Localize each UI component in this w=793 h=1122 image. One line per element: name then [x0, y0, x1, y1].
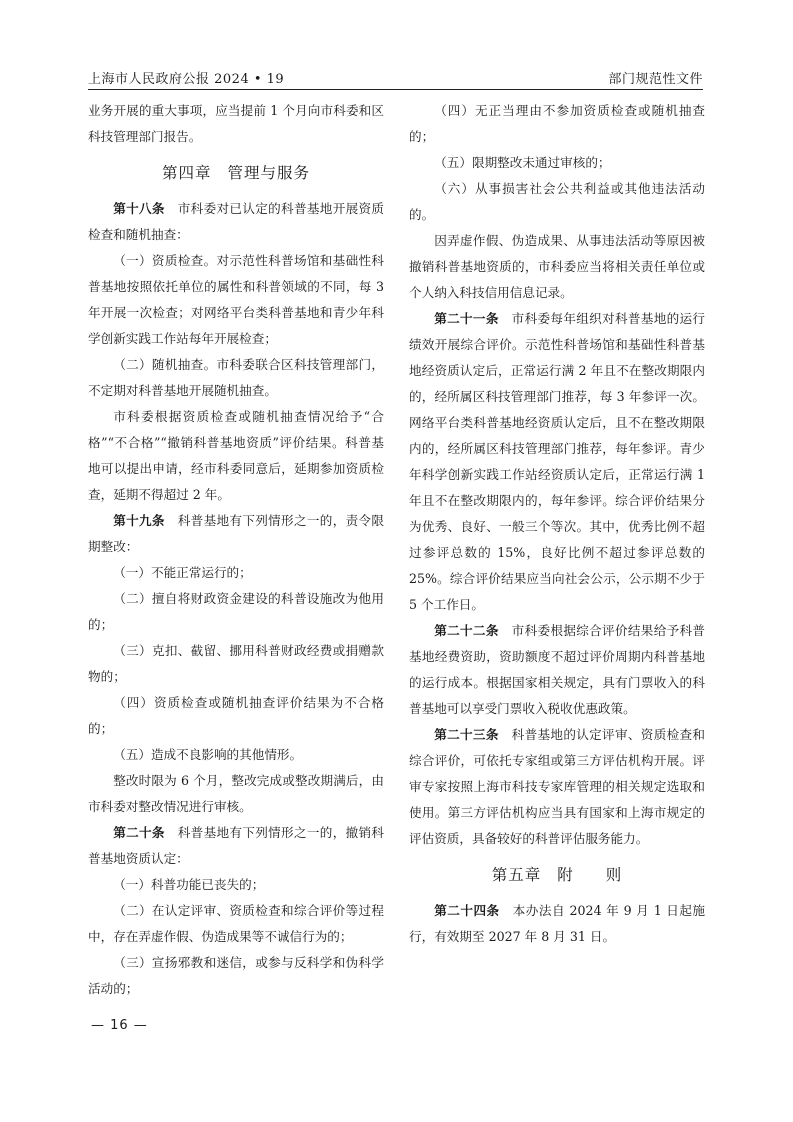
article-text: 本办法自 2024 年 9 月 1 日起施行，有效期至 2027 年 8 月 31 日。 — [409, 903, 705, 944]
paragraph: 业务开展的重大事项，应当提前 1 个月向市科委和区科技管理部门报告。 — [88, 103, 384, 144]
header-publication: 上海市人民政府公报 2024 • 19 — [88, 72, 285, 87]
chapter-heading — [88, 160, 384, 186]
header-section: 部门规范性文件 — [608, 72, 703, 87]
list-item: （一）资质检查。对示范性科普场馆和基础性科普基地按照依托单位的属性和科普领域的不同，每 3 年开展一次检查；对网络平台类科普基地和青少年科学创新实践工作站每年开展检查； — [88, 253, 384, 346]
list-item: （四）资质检查或随机抽查评价结果为不合格的； — [88, 695, 384, 736]
article-text: 市科委每年组织对科普基地的运行绩效开展综合评价。示范性科普场馆和基础性科普基地经资质认定后，正常运行满 2 年且不在整改期限内的，经所属区科技管理部门推荐，每 3 年参评一次。网络平台类科普基地经资质认定后，且不在整改期限内的，经所属区科技管理部门推荐，每年参评。青少年科学创新实践工作站经资质认定后，正常运行满 1 年且不在整改期限内的，每年参评。综合评价结果分为优秀、良好、一般三个等次。其中，优秀比例不超过参评总数的 15%，良好比例不超过参评总数的 25%。综合评价结果应当向社会公示，公示期不少于 5 个工作日。 — [409, 311, 706, 612]
article-23 — [409, 722, 705, 852]
list-item: （三）宣扬邪教和迷信，或参与反科学和伪科学活动的； — [88, 955, 384, 996]
chapter-number: 第五章 — [491, 866, 542, 884]
list-item: （六）从事损害社会公共利益或其他违法活动的。 — [409, 181, 705, 222]
list-item: （五）造成不良影响的其他情形。 — [113, 747, 303, 762]
list-item: （二）在认定评审、资质检查和综合评价等过程中，存在弄虚作假、伪造成果等不诚信行为的； — [88, 903, 384, 944]
article-22 — [409, 618, 705, 722]
paragraph: 整改时限为 6 个月，整改完成或整改期满后，由市科委对整改情况进行审核。 — [88, 773, 384, 814]
article-19 — [88, 508, 384, 560]
list-item: （五）限期整改未通过审核的； — [434, 155, 611, 170]
article-label: 第二十三条 — [434, 727, 499, 742]
chapter-number: 第四章 — [161, 164, 212, 182]
chapter-heading — [409, 862, 705, 888]
chapter-title-part: 附 — [557, 866, 574, 884]
header-rule — [88, 89, 703, 90]
article-label: 第十九条 — [113, 513, 165, 528]
article-18 — [88, 196, 384, 248]
chapter-title-part: 则 — [605, 866, 623, 884]
list-item: （一）不能正常运行的； — [113, 565, 252, 580]
list-item: （三）克扣、截留、挪用科普财政经费或捐赠款物的； — [88, 643, 384, 684]
article-20 — [88, 820, 384, 872]
article-label: 第二十条 — [113, 825, 165, 840]
article-text: 市科委根据综合评价结果给予科普基地经费资助，资助额度不超过评价周期内科普基地的运行成本。根据国家相关规定，具有门票收入的科普基地可以享受门票收入税收优惠政策。 — [409, 623, 706, 716]
article-text: 科普基地有下列情形之一的，撤销科普基地资质认定： — [88, 825, 385, 866]
list-item: （二）擅自将财政资金建设的科普设施改为他用的； — [88, 591, 384, 632]
article-label: 第二十一条 — [434, 311, 499, 326]
article-label: 第二十四条 — [434, 903, 500, 918]
page-number: — 16 — — [91, 1018, 148, 1033]
chapter-title: 管理与服务 — [227, 164, 311, 182]
left-column — [88, 98, 384, 1002]
article-label: 第二十二条 — [434, 623, 499, 638]
paragraph: 因弄虚作假、伪造成果、从事违法活动等原因被撤销科普基地资质的，市科委应当将相关责任单位或个人纳入科技信用信息记录。 — [409, 233, 705, 300]
article-text: 市科委对已认定的科普基地开展资质检查和随机抽查： — [88, 201, 385, 242]
list-item: （二）随机抽查。市科委联合区科技管理部门，不定期对科普基地开展随机抽查。 — [88, 357, 384, 398]
paragraph: 市科委根据资质检查或随机抽查情况给予“合格”“不合格”“撤销科普基地资质”评价结果。科普基地可以提出申请，经市科委同意后，延期参加资质检查，延期不得超过 2 年。 — [88, 409, 384, 502]
article-label: 第十八条 — [113, 201, 165, 216]
list-item: （四）无正当理由不参加资质检查或随机抽查的； — [409, 103, 705, 144]
article-text: 科普基地的认定评审、资质检查和综合评价，可依托专家组或第三方评估机构开展。评审专家按照上海市科技专家库管理的相关规定选取和使用。第三方评估机构应当具有国家和上海市规定的评估资质，具备较好的科普评估服务能力。 — [409, 727, 706, 846]
list-item: （一）科普功能已丧失的； — [113, 877, 265, 892]
right-column — [409, 98, 705, 950]
article-24 — [409, 898, 705, 950]
article-21 — [409, 306, 705, 618]
article-text: 科普基地有下列情形之一的，责令限期整改： — [88, 513, 385, 554]
